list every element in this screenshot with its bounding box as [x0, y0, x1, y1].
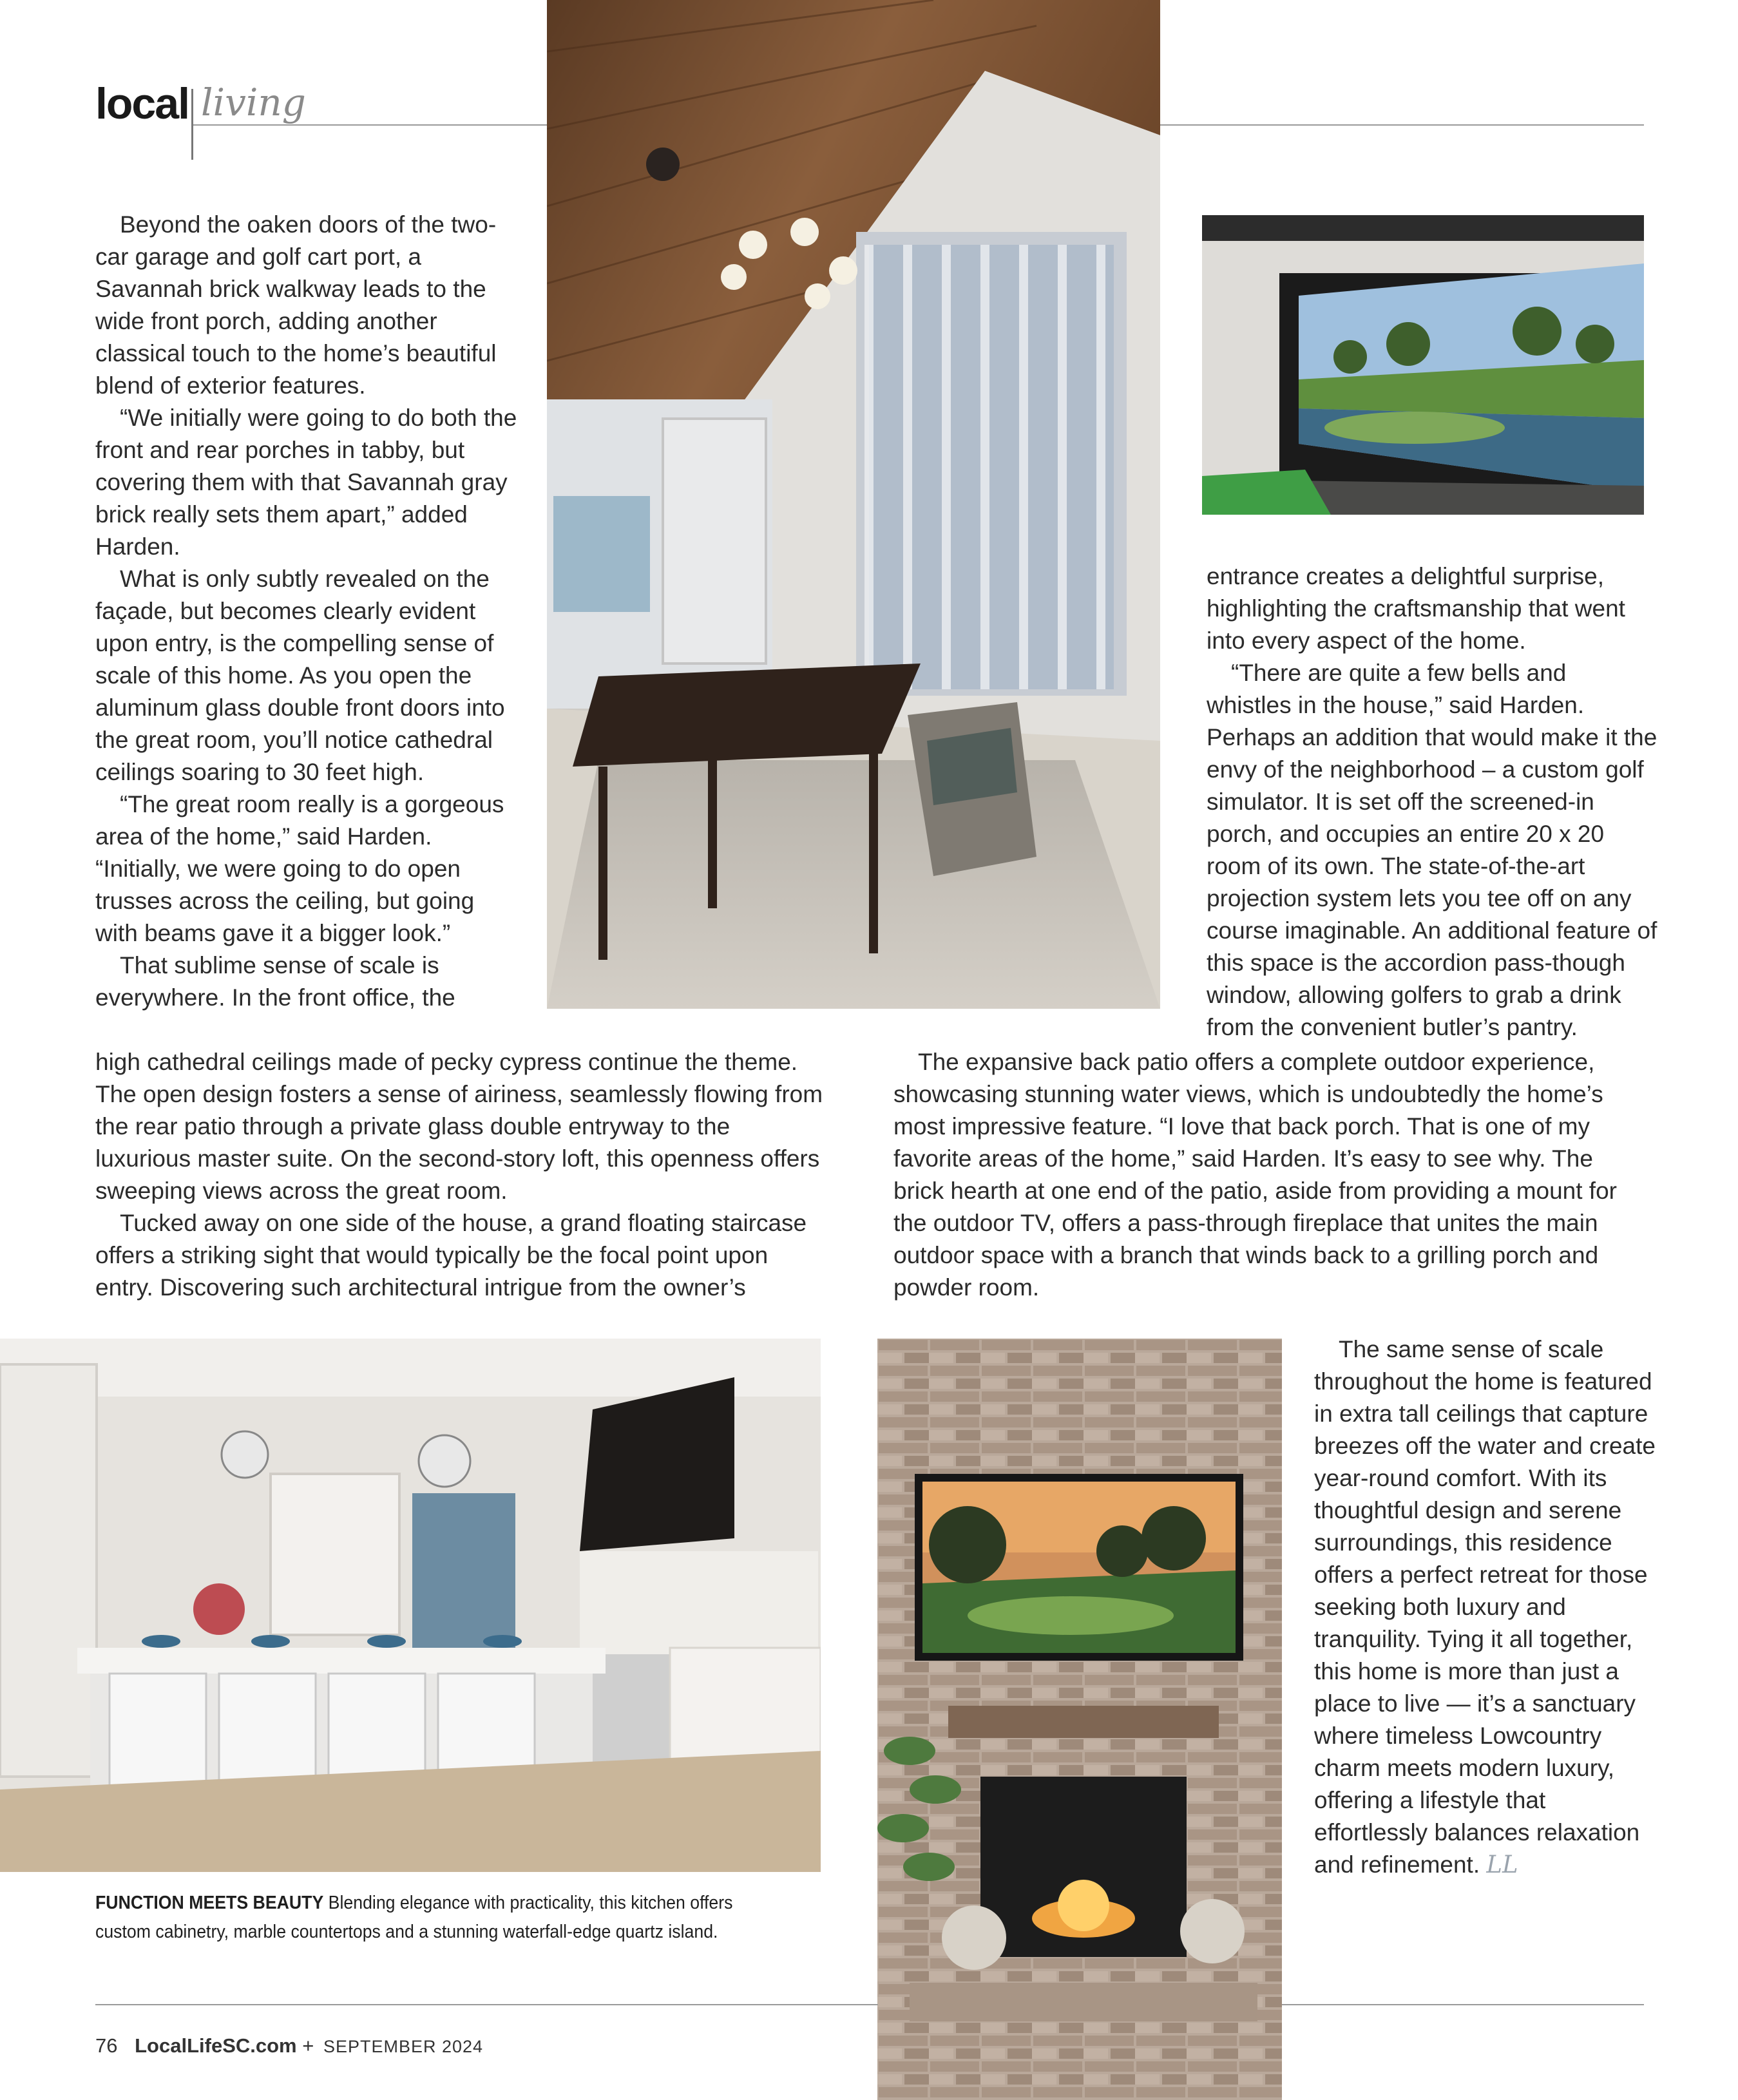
footer-rule-right — [1282, 2004, 1644, 2005]
article-column-right-wide — [893, 1046, 1644, 1304]
page-number: 76 — [95, 2034, 118, 2057]
photo-fireplace — [877, 1339, 1282, 2100]
footer-rule-left — [95, 2004, 878, 2005]
issue-date: SEPTEMBER 2024 — [323, 2037, 484, 2056]
caption-title: FUNCTION MEETS BEAUTY — [95, 1893, 324, 1913]
brand-local-logo: local — [95, 79, 189, 128]
caption-text: Blending elegance with practicality, this kitchen offers custom cabinetry, marble countertops and a stunning waterfall-edge quartz island. — [95, 1893, 733, 1942]
paragraph: entrance creates a delightful surprise, highlighting the craftsmanship that went into every aspect of the home. — [1207, 563, 1625, 654]
paragraph: Tucked away on one side of the house, a grand floating staircase offers a striking sight that would typically be the focal point upon entry. Discovering such architectural intrigue from the owner’s — [95, 1210, 807, 1301]
photo-caption-kitchen — [95, 1889, 753, 1947]
paragraph: “There are quite a few bells and whistles in the house,” said Harden. Perhaps an addition that would make it the envy of the neighborhood – a custom golf simulator. It is set off the screened-in porch, and occupies an entire 20 x 20 room of its own. The state-of-the-art projection system lets you tee off on any course imaginable. An additional feature of this space is the accordion pass-though window, allowing golfers to grab a drink from the convenient butler’s pantry. — [1207, 660, 1657, 1040]
footer-separator: + — [302, 2034, 314, 2057]
article-column-left — [95, 209, 520, 1014]
section-title-living: living — [201, 81, 306, 124]
paragraph — [1314, 1333, 1662, 1881]
header-rule-right — [1160, 124, 1644, 126]
paragraph: That sublime sense of scale is everywhere. In the front office, the — [95, 952, 455, 1011]
page-footer — [95, 2034, 483, 2057]
article-column-right-top — [1207, 560, 1657, 1044]
photo-fireplace-image — [877, 1339, 1282, 2100]
photo-golf-simulator — [1202, 215, 1644, 515]
paragraph-text: The same sense of scale throughout the home is featured in extra tall ceilings that capture breezes off the water and create year-round comfort. With its thoughtful design and serene surroundings, this residence offers a perfect retreat for those seeking both luxury and tranquility. Tying it all together, this home is more than just a place to live — it’s a sanctuary where timeless Lowcountry charm meets modern luxury, offering a lifestyle that effortlessly balances relaxation and refinement. — [1314, 1336, 1656, 1878]
photo-kitchen-image — [0, 1339, 821, 1872]
paragraph: The expansive back patio offers a complete outdoor experience, showcasing stunning water views, which is undoubtedly the home’s most impressive feature. “I love that back porch. That is one of my favorite areas of the home,” said Harden. It’s easy to see why. The brick hearth at one end of the patio, aside from providing a mount for the outdoor TV, offers a pass-through fireplace that unites the main outdoor space with a branch that winds back to a grilling porch and powder room. — [893, 1049, 1617, 1301]
photo-front-office — [547, 0, 1160, 1009]
photo-front-office-image — [547, 0, 1160, 1009]
photo-kitchen — [0, 1339, 821, 1872]
header-rule-left — [193, 124, 548, 126]
paragraph: Beyond the oaken doors of the two-car garage and golf cart port, a Savannah brick walkway leads to the wide front porch, adding another classical touch to the home’s beautiful blend of exterior features. — [95, 211, 497, 399]
site-name: LocalLifeSC.com — [135, 2034, 297, 2057]
article-column-left-wide — [95, 1046, 823, 1304]
paragraph: “The great room really is a gorgeous area of the home,” said Harden. “Initially, we were going to do open trusses across the ceiling, but going with beams gave it a bigger look.” — [95, 791, 504, 946]
photo-golf-simulator-image — [1202, 215, 1644, 515]
paragraph: “We initially were going to do both the front and rear porches in tabby, but covering them with that Savannah gray brick really sets them apart,” added Harden. — [95, 405, 517, 560]
signoff-mark: LL — [1486, 1851, 1518, 1878]
paragraph: What is only subtly revealed on the façade, but becomes clearly evident upon entry, is the compelling sense of scale of this home. As you open the aluminum glass double front doors into the great room, you’ll notice cathedral ceilings soaring to 30 feet high. — [95, 566, 505, 785]
article-column-right-bottom — [1314, 1333, 1662, 1881]
paragraph: high cathedral ceilings made of pecky cypress continue the theme. The open design fosters a sense of airiness, seamlessly flowing from the rear patio through a private glass double entryway to the luxurious master suite. On the second-story loft, this openness offers sweeping views across the great room. — [95, 1049, 823, 1204]
